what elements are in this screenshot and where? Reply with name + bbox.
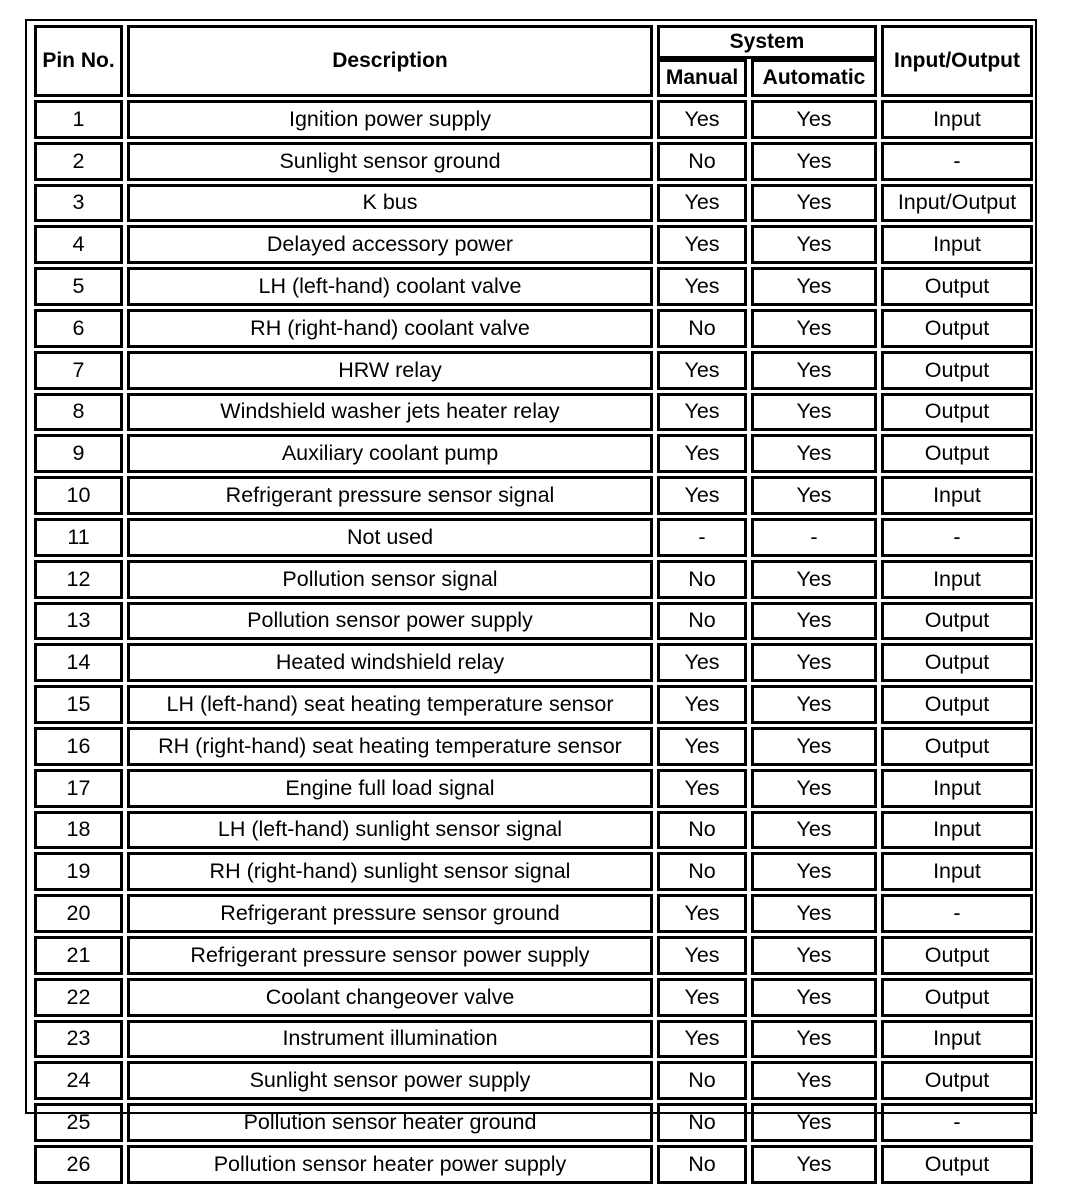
description-cell: LH (left-hand) coolant valve bbox=[127, 267, 653, 306]
header-manual: Manual bbox=[657, 59, 747, 97]
input-output-cell: Input bbox=[881, 1020, 1033, 1059]
description-cell: Not used bbox=[127, 518, 653, 557]
description-cell: Sunlight sensor ground bbox=[127, 142, 653, 181]
table-row bbox=[34, 852, 1033, 891]
description-cell: Refrigerant pressure sensor signal bbox=[127, 476, 653, 515]
header-system: System bbox=[657, 25, 877, 59]
description-cell: Pollution sensor power supply bbox=[127, 602, 653, 641]
pin-number-cell: 24 bbox=[34, 1061, 123, 1100]
pin-number-cell: 18 bbox=[34, 811, 123, 850]
manual-cell: No bbox=[657, 1145, 747, 1184]
table-row bbox=[34, 518, 1033, 557]
table-row bbox=[34, 769, 1033, 808]
input-output-cell: Input bbox=[881, 769, 1033, 808]
table-row bbox=[34, 351, 1033, 390]
table-row bbox=[34, 100, 1033, 139]
manual-cell: Yes bbox=[657, 267, 747, 306]
description-cell: Pollution sensor heater power supply bbox=[127, 1145, 653, 1184]
description-cell: Delayed accessory power bbox=[127, 225, 653, 264]
automatic-cell: Yes bbox=[751, 811, 877, 850]
manual-cell: No bbox=[657, 1061, 747, 1100]
manual-cell: Yes bbox=[657, 1020, 747, 1059]
table-row bbox=[34, 1103, 1033, 1142]
automatic-cell: Yes bbox=[751, 852, 877, 891]
manual-cell: Yes bbox=[657, 476, 747, 515]
table-body bbox=[34, 97, 1033, 1184]
automatic-cell: Yes bbox=[751, 267, 877, 306]
automatic-cell: Yes bbox=[751, 100, 877, 139]
automatic-cell: Yes bbox=[751, 309, 877, 348]
pin-number-cell: 26 bbox=[34, 1145, 123, 1184]
manual-cell: Yes bbox=[657, 936, 747, 975]
manual-cell: No bbox=[657, 852, 747, 891]
automatic-cell: Yes bbox=[751, 685, 877, 724]
manual-cell: No bbox=[657, 602, 747, 641]
description-cell: Instrument illumination bbox=[127, 1020, 653, 1059]
header-automatic: Automatic bbox=[751, 59, 877, 97]
description-cell: Engine full load signal bbox=[127, 769, 653, 808]
automatic-cell: Yes bbox=[751, 1145, 877, 1184]
input-output-cell: Input bbox=[881, 476, 1033, 515]
manual-cell: No bbox=[657, 560, 747, 599]
table-row bbox=[34, 936, 1033, 975]
input-output-cell: Output bbox=[881, 936, 1033, 975]
table-row bbox=[34, 643, 1033, 682]
table-row bbox=[34, 685, 1033, 724]
pin-number-cell: 8 bbox=[34, 393, 123, 432]
pin-assignment-table bbox=[30, 25, 1037, 1184]
table-row bbox=[34, 142, 1033, 181]
automatic-cell: - bbox=[751, 518, 877, 557]
automatic-cell: Yes bbox=[751, 602, 877, 641]
input-output-cell: - bbox=[881, 1103, 1033, 1142]
manual-cell: No bbox=[657, 1103, 747, 1142]
table-row bbox=[34, 476, 1033, 515]
pin-number-cell: 9 bbox=[34, 434, 123, 473]
table-row bbox=[34, 1061, 1033, 1100]
input-output-cell: Output bbox=[881, 685, 1033, 724]
pin-number-cell: 12 bbox=[34, 560, 123, 599]
description-cell: Pollution sensor heater ground bbox=[127, 1103, 653, 1142]
pin-number-cell: 16 bbox=[34, 727, 123, 766]
pin-number-cell: 14 bbox=[34, 643, 123, 682]
pin-number-cell: 2 bbox=[34, 142, 123, 181]
input-output-cell: Output bbox=[881, 602, 1033, 641]
automatic-cell: Yes bbox=[751, 1103, 877, 1142]
pin-number-cell: 3 bbox=[34, 184, 123, 223]
description-cell: RH (right-hand) sunlight sensor signal bbox=[127, 852, 653, 891]
automatic-cell: Yes bbox=[751, 1061, 877, 1100]
input-output-cell: Output bbox=[881, 643, 1033, 682]
input-output-cell: Output bbox=[881, 351, 1033, 390]
automatic-cell: Yes bbox=[751, 643, 877, 682]
table-row bbox=[34, 1020, 1033, 1059]
table-row bbox=[34, 978, 1033, 1017]
manual-cell: No bbox=[657, 309, 747, 348]
table-row bbox=[34, 225, 1033, 264]
automatic-cell: Yes bbox=[751, 1020, 877, 1059]
automatic-cell: Yes bbox=[751, 184, 877, 223]
table-row bbox=[34, 1145, 1033, 1184]
header-pin-no: Pin No. bbox=[34, 25, 123, 97]
pin-number-cell: 19 bbox=[34, 852, 123, 891]
manual-cell: Yes bbox=[657, 225, 747, 264]
automatic-cell: Yes bbox=[751, 351, 877, 390]
pin-number-cell: 13 bbox=[34, 602, 123, 641]
automatic-cell: Yes bbox=[751, 978, 877, 1017]
manual-cell: Yes bbox=[657, 351, 747, 390]
input-output-cell: Output bbox=[881, 727, 1033, 766]
pin-number-cell: 6 bbox=[34, 309, 123, 348]
table-row bbox=[34, 267, 1033, 306]
manual-cell: Yes bbox=[657, 685, 747, 724]
manual-cell: No bbox=[657, 811, 747, 850]
header-input-output: Input/Output bbox=[881, 25, 1033, 97]
table-row bbox=[34, 560, 1033, 599]
manual-cell: Yes bbox=[657, 769, 747, 808]
manual-cell: Yes bbox=[657, 393, 747, 432]
table-row bbox=[34, 727, 1033, 766]
input-output-cell: Output bbox=[881, 309, 1033, 348]
input-output-cell: Input/Output bbox=[881, 184, 1033, 223]
input-output-cell: Input bbox=[881, 100, 1033, 139]
pin-number-cell: 11 bbox=[34, 518, 123, 557]
input-output-cell: Output bbox=[881, 267, 1033, 306]
automatic-cell: Yes bbox=[751, 476, 877, 515]
manual-cell: Yes bbox=[657, 643, 747, 682]
input-output-cell: Output bbox=[881, 978, 1033, 1017]
input-output-cell: - bbox=[881, 142, 1033, 181]
input-output-cell: Input bbox=[881, 560, 1033, 599]
table-row bbox=[34, 309, 1033, 348]
automatic-cell: Yes bbox=[751, 727, 877, 766]
description-cell: Auxiliary coolant pump bbox=[127, 434, 653, 473]
header-description: Description bbox=[127, 25, 653, 97]
description-cell: RH (right-hand) seat heating temperature sensor bbox=[127, 727, 653, 766]
description-cell: Ignition power supply bbox=[127, 100, 653, 139]
table-row bbox=[34, 894, 1033, 933]
description-cell: Windshield washer jets heater relay bbox=[127, 393, 653, 432]
pin-number-cell: 15 bbox=[34, 685, 123, 724]
pin-number-cell: 5 bbox=[34, 267, 123, 306]
input-output-cell: Input bbox=[881, 852, 1033, 891]
pin-number-cell: 20 bbox=[34, 894, 123, 933]
manual-cell: - bbox=[657, 518, 747, 557]
description-cell: Pollution sensor signal bbox=[127, 560, 653, 599]
automatic-cell: Yes bbox=[751, 434, 877, 473]
pin-number-cell: 22 bbox=[34, 978, 123, 1017]
automatic-cell: Yes bbox=[751, 142, 877, 181]
description-cell: HRW relay bbox=[127, 351, 653, 390]
manual-cell: Yes bbox=[657, 894, 747, 933]
pin-number-cell: 23 bbox=[34, 1020, 123, 1059]
table-row bbox=[34, 434, 1033, 473]
description-cell: LH (left-hand) sunlight sensor signal bbox=[127, 811, 653, 850]
pin-number-cell: 4 bbox=[34, 225, 123, 264]
pin-number-cell: 7 bbox=[34, 351, 123, 390]
description-cell: RH (right-hand) coolant valve bbox=[127, 309, 653, 348]
input-output-cell: Output bbox=[881, 393, 1033, 432]
input-output-cell: Output bbox=[881, 1145, 1033, 1184]
description-cell: Heated windshield relay bbox=[127, 643, 653, 682]
description-cell: Refrigerant pressure sensor ground bbox=[127, 894, 653, 933]
table-row bbox=[34, 393, 1033, 432]
input-output-cell: Input bbox=[881, 225, 1033, 264]
manual-cell: Yes bbox=[657, 727, 747, 766]
input-output-cell: - bbox=[881, 518, 1033, 557]
pin-number-cell: 25 bbox=[34, 1103, 123, 1142]
pin-number-cell: 10 bbox=[34, 476, 123, 515]
description-cell: Sunlight sensor power supply bbox=[127, 1061, 653, 1100]
manual-cell: No bbox=[657, 142, 747, 181]
description-cell: LH (left-hand) seat heating temperature sensor bbox=[127, 685, 653, 724]
automatic-cell: Yes bbox=[751, 769, 877, 808]
description-cell: Refrigerant pressure sensor power supply bbox=[127, 936, 653, 975]
table-row bbox=[34, 811, 1033, 850]
description-cell: K bus bbox=[127, 184, 653, 223]
automatic-cell: Yes bbox=[751, 894, 877, 933]
automatic-cell: Yes bbox=[751, 225, 877, 264]
manual-cell: Yes bbox=[657, 978, 747, 1017]
manual-cell: Yes bbox=[657, 100, 747, 139]
manual-cell: Yes bbox=[657, 184, 747, 223]
input-output-cell: Input bbox=[881, 811, 1033, 850]
input-output-cell: Output bbox=[881, 434, 1033, 473]
automatic-cell: Yes bbox=[751, 393, 877, 432]
table-row bbox=[34, 184, 1033, 223]
automatic-cell: Yes bbox=[751, 936, 877, 975]
description-cell: Coolant changeover valve bbox=[127, 978, 653, 1017]
table-row bbox=[34, 602, 1033, 641]
pin-table-frame bbox=[25, 19, 1037, 1176]
manual-cell: Yes bbox=[657, 434, 747, 473]
automatic-cell: Yes bbox=[751, 560, 877, 599]
pin-number-cell: 17 bbox=[34, 769, 123, 808]
pin-number-cell: 21 bbox=[34, 936, 123, 975]
pin-number-cell: 1 bbox=[34, 100, 123, 139]
input-output-cell: Output bbox=[881, 1061, 1033, 1100]
input-output-cell: - bbox=[881, 894, 1033, 933]
